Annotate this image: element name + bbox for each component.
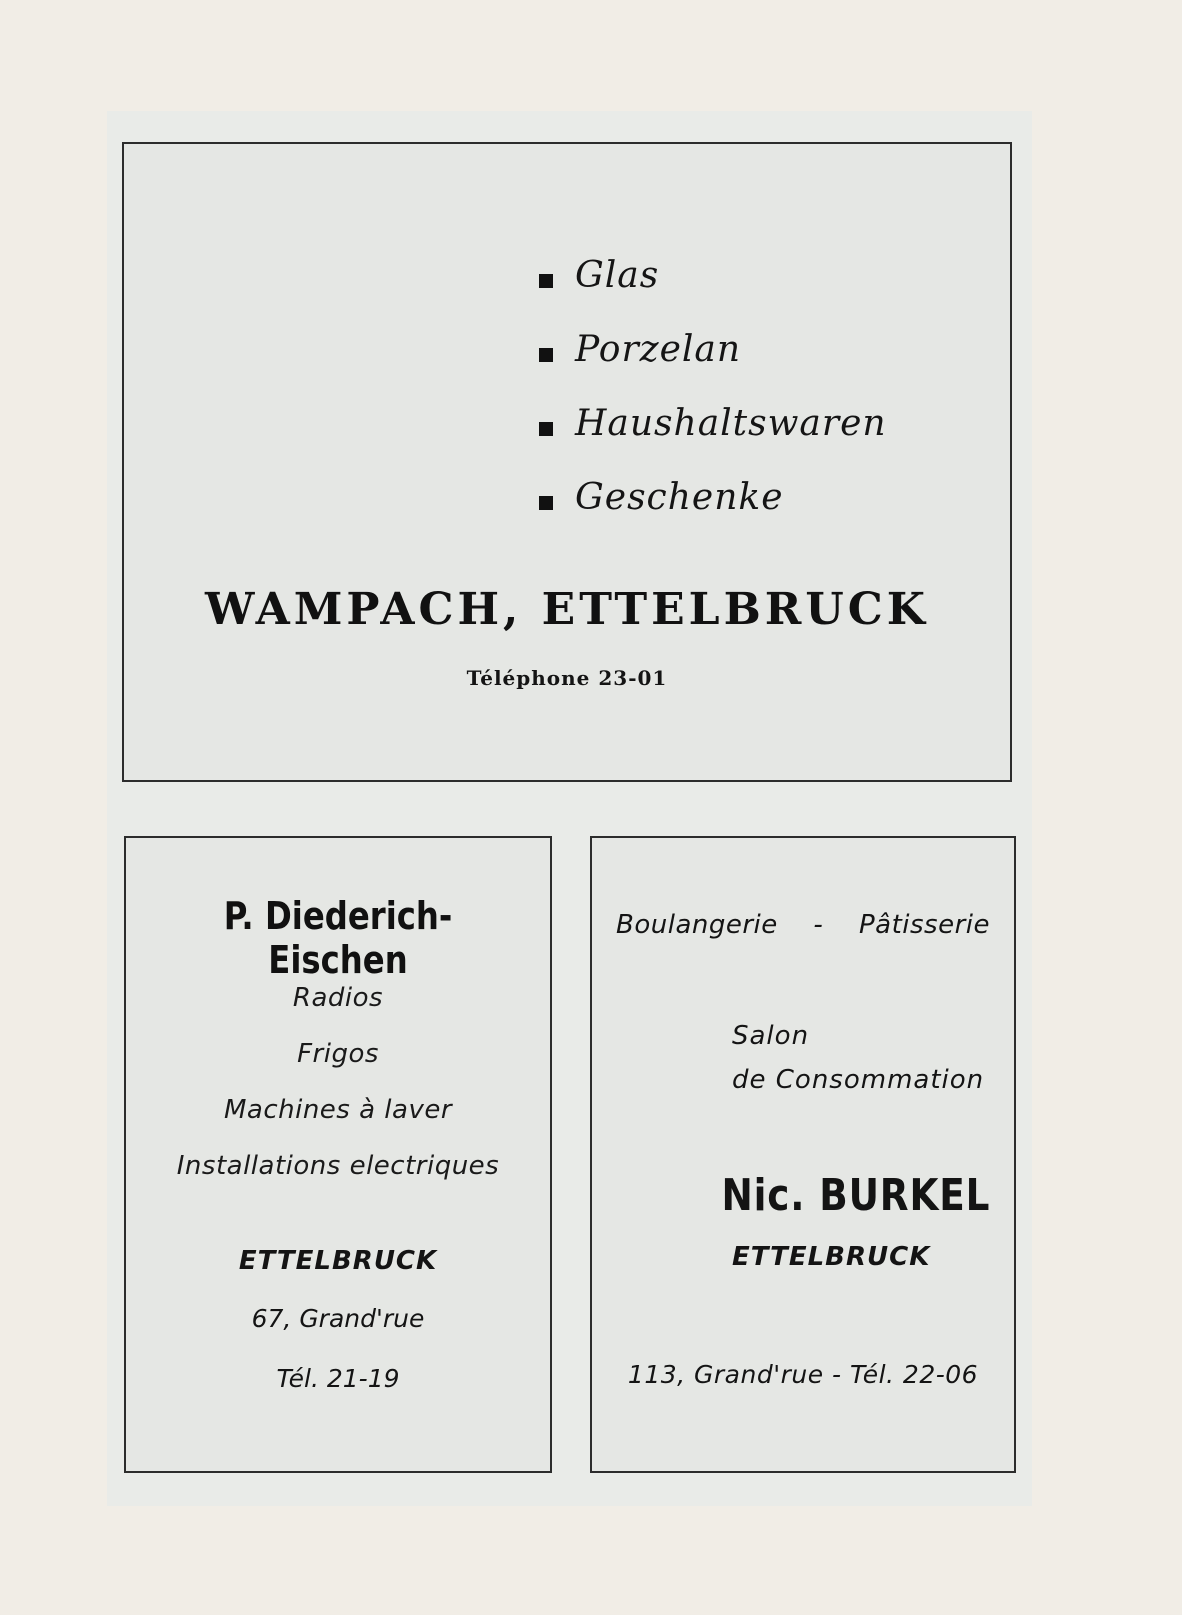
firm-phone: Tél. 21-19 [276, 1364, 400, 1393]
list-item [539, 386, 887, 460]
bullet-icon [539, 422, 553, 436]
ad-diederich [124, 836, 552, 1473]
product-list [539, 238, 887, 534]
list-item [539, 238, 887, 312]
bullet-icon [539, 496, 553, 510]
item-label: Glas [575, 254, 660, 296]
ad-wampach [122, 142, 1012, 782]
firm-city: ETTELBRUCK [238, 1246, 438, 1276]
firm-name: P. Diederich-Eischen [223, 894, 453, 982]
firm-address: 67, Grand'rue [251, 1304, 425, 1333]
list-item [539, 312, 887, 386]
list-item: Installations electriques [176, 1151, 500, 1181]
bullet-icon [539, 348, 553, 362]
bullet-icon [539, 274, 553, 288]
service-line [616, 910, 990, 940]
salon-line: Salon [732, 1021, 810, 1051]
service-separator: - [813, 910, 824, 940]
firm-name: Nic. BURKEL [721, 1170, 990, 1221]
list-item [539, 460, 887, 534]
service-left: Boulangerie [616, 910, 778, 940]
service-right: Pâtisserie [858, 910, 990, 940]
firm-phone: Téléphone 23-01 [466, 666, 668, 690]
item-label: Haushaltswaren [575, 402, 887, 444]
list-item: Radios [292, 983, 384, 1013]
firm-name: WAMPACH, ETTELBRUCK [204, 584, 929, 635]
firm-address-phone: 113, Grand'rue - Tél. 22-06 [627, 1360, 979, 1389]
list-item: Frigos [297, 1039, 379, 1069]
salon-line: de Consommation [732, 1065, 985, 1095]
item-label: Porzelan [575, 328, 742, 370]
product-list [126, 978, 550, 1202]
ad-burkel [590, 836, 1016, 1473]
item-label: Geschenke [575, 476, 784, 518]
firm-city: ETTELBRUCK [732, 1242, 931, 1272]
salon-text [732, 1014, 984, 1102]
list-item: Machines à laver [223, 1095, 453, 1125]
